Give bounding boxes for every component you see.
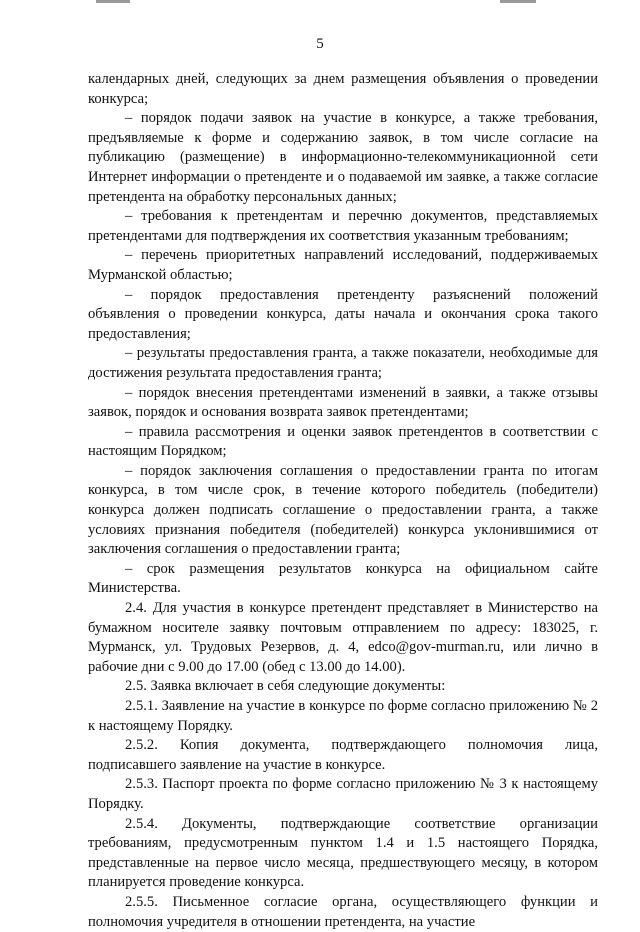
list-item: – требования к претендентам и перечню документов, представляемых претендентами для подтверждения их соответствия указанным требованиям;	[88, 208, 598, 244]
list-item: – результаты предоставления гранта, а также показатели, необходимые для достижения результата предоставления гранта;	[88, 345, 598, 381]
list-item: – перечень приоритетных направлений исследований, поддерживаемых Мурманской областью;	[88, 247, 598, 283]
scan-edge-marks	[0, 0, 640, 6]
paragraph: календарных дней, следующих за днем размещения объявления о проведении конкурса;	[88, 71, 598, 107]
list-item: – порядок внесения претендентами изменений в заявки, а также отзывы заявок, порядок и основания возврата заявок претендентами;	[88, 384, 598, 421]
list-item: – правила рассмотрения и оценки заявок претендентов в соответствии с настоящим Порядком;	[88, 423, 598, 460]
clause-2-4: 2.4. Для участия в конкурсе претендент представляет в Министерство на бумажном носителе заявку почтовым отправлением по адресу: 183025, г. Мурманск, ул. Трудовых Резервов, д. 4, edco@gov-murman.ru, или лично в рабочие дни с 9.00 до 17.00 (обед с 13.00 до 14.00).	[88, 600, 598, 675]
clause-2-5-2: 2.5.2. Копия документа, подтверждающего полномочия лица, подписавшего заявление на участие в конкурсе.	[88, 737, 598, 773]
list-item: – порядок предоставления претенденту разъяснений положений объявления о проведении конкурса, даты начала и окончания срока такого предоставления;	[88, 286, 598, 342]
list-item: – срок размещения результатов конкурса на официальном сайте Министерства.	[88, 560, 598, 597]
list-item: – порядок подачи заявок на участие в конкурсе, а также требования, предъявляемые к форме и содержанию заявок, в том числе согласие на публикацию (размещение) в информационно-телекоммуникационной сети Интернет информации о претенденте и о подаваемой им заявке, а также согласие претендента на обработку персональных данных;	[88, 110, 598, 205]
clause-2-5: 2.5. Заявка включает в себя следующие документы:	[125, 678, 446, 695]
scan-edge-mark	[96, 0, 130, 3]
page-number: 5	[316, 36, 324, 52]
list-item: – порядок заключения соглашения о предоставлении гранта по итогам конкурса, в том числе срок, в течение которого победитель (победители) конкурса должен подписать соглашение о предоставлении гранта, а также условиях признания победителя (победителей) конкурса уклонившимися от заключения соглашения о предоставлении гранта;	[88, 462, 598, 558]
document-body	[88, 70, 598, 932]
clause-2-5-5: 2.5.5. Письменное согласие органа, осуществляющего функции и полномочия учредителя в отношении претендента, на участие	[88, 893, 598, 930]
clause-2-5-3: 2.5.3. Паспорт проекта по форме согласно приложению № 3 к настоящему Порядку.	[88, 776, 598, 812]
scan-edge-mark	[500, 0, 536, 3]
clause-2-5-4: 2.5.4. Документы, подтверждающие соответствие организации требованиям, предусмотренным пунктом 1.4 и 1.5 настоящего Порядка, представленные на первое число месяца, предшествующего месяцу, в котором планируется проведение конкурса.	[88, 815, 598, 891]
clause-2-5-1: 2.5.1. Заявление на участие в конкурсе по форме согласно приложению № 2 к настоящему Порядку.	[88, 698, 598, 734]
